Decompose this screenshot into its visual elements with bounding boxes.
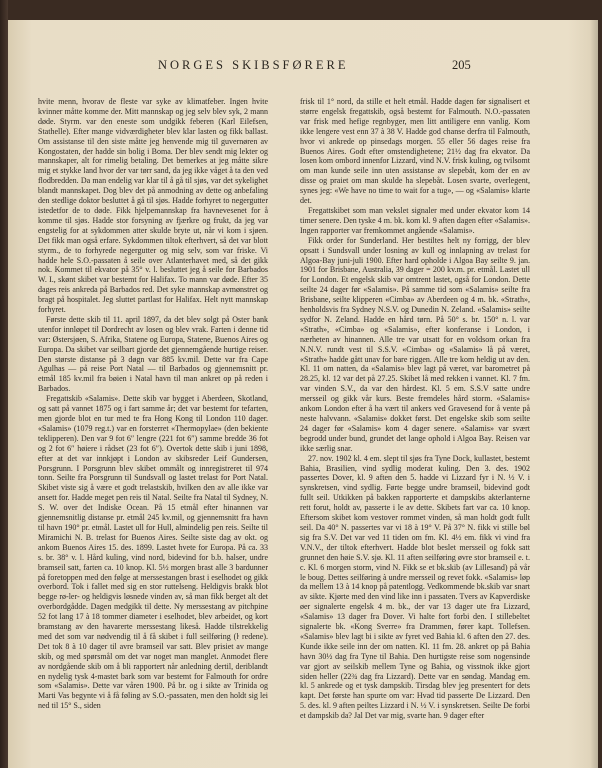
left-paragraph: Fregattskib «Salamis». Dette skib var bygget i Aberdeen, Skotland, og satt på vannet 1875 og i fart samme år; det var bestemt for tefarten, men gjorde blot en tur med te fra Hong Kong til London 110 dager. «Salamis» (1079 reg.t.) var en forsterret «Thermopylae» (den bekiente teklipperen). Den var 9 fot 6″ lengre (221 fot 6″) samme bredde 36 fot og 2 fot 6″ høiere i rådset (23 fot 6″). Overtok dette skib i juni 1898, efter at det var innkjøpt i London av skibsreder Leif Gundersen, Porsgrunn. I Porsgrunn blev skibet ommålt og innregistreret til 974 tonn. Seilte fra Porsgrunn til Sundsvall og lastet trelast for Port Natal. Skibet viste sig å være et godt trelastskib, hvilken den av alle ikke var ansett for. Hadde meget pen reis til Natal. Seilte fra Natal til Sydney, N. S. W. over det Indiske Ocean. På 15 etmål efter hinannen var gjennemsnitlig distanse pr. etmål 245 kv.mil, og gjennemsnitt fra havn til havn 190° pr. etmål. Lastet ull for Hull, almindelig pen reis. Seilte til Miramichi N. B. trelast for Buenos Aires. Seilte siste dag av okt. og ankom Buenos Aires 15. des. 1899. Lastet hvete for Europa. På ca. 33 s. br. 38° v. l. Hård kuling, vind nord, bidevind for b.b. halser, undre bramseil satt, farten ca. 10 knop. Kl. 5½ morgen brast alle 3 bardunner på foretoppen med den følge at merssestangen brast i eselhodet og gikk overbord. Tok i fallet med sig en stor ruttelseng. Heldigvis brakk blot begge rø-ler- og heldigvis løsnede vinden av, så man fikk berget alt det overbordgådde. Dagen medgikk til dette. Ny merssestang av pitchpine 52 fot lang 17 à 18 tommer diameter i eselhodet, blev arbeidet, og kort bramstang av den havarerte merssestang likeså. Hadde tilstrekkelig med det som var nødvendig til å få skibet i full seilføring (ŀ redene). Det tok 8 à 10 dager til avre bramseil var satt. Blev prisiet av mange skib, og med spørsmål om det var noget man manglet. Anmodet flere av nordgående skib om å bli rapportert når anledning dertil, deriblandt en nydelig tysk 4-mastet bark som var bestemt for Falmouth for ordre som «Salamis». Dette var våren 1900. På br. og i sikte av Trinida og Marti Vas begynte vi å få føling av S.O.-passaten, men den holdt sig lei ned til 15° S., siden [38, 394, 268, 711]
right-paragraph: Fregattskibet som man vekslet signaler med under ekvator kom 14 timer senere. Den tyske 4 m. bk. kom kl. 9 aften dagen efter «Salamis». Ingen rapporter var fremkommet angående «Salamis». [300, 205, 530, 235]
book-page [8, 20, 598, 768]
page-number: 205 [452, 58, 471, 72]
right-paragraph: frisk til 1° nord, da stille et helt etmål. Hadde dagen før signalisert et større engelsk fregattskib, også bestemt for Falmouth. N.O.-passaten var frisk med hefige regnbyger, men litt antiligere enn vanlig. Kom ikke lengere vest enn 37 à 38 V. Hadde god chanse derfra til Falmouth, hvor vi ankrede op pinsedags morgen. 55 eller 56 dages reise fra Buenos Aires. Godt efter omstendighetene; 21½ dag fra ekvator. Da losen kom ombord innenfor Lizzard, vind N.V. frisk kuling, og tvilsomt om man kunde seile inn uten assistanse av slepebåt, kom der en av disse og praiet om man skulde ha slepebåt. Losen svarte, overlegent, synes jeg: «We have no time to wait for a tug», — og «Salamis» klarte det. [300, 97, 530, 206]
book-spine [0, 0, 8, 768]
left-paragraph: Første dette skib til 11. april 1897, da det blev solgt på Oster bank utenfor innløpet til Dordrecht av losen og blev vrak. Farten i denne tid var: Østersjøen, S. Afrika, Statene og Europa, Statene, Buenos Aires og Europa. Da skibet var seilbart gjorde det gjennemgående hurtige reiser. Den største distanse på 3 døgn var 885 kv.mil. Dette var fra Cape Agulhas — på reise Port Natal — til Barbados og gjennemsnitt pr. etmål 185 kv.mil fra bøien i Natal havn til man ankret op på reden i Barbados. [38, 314, 268, 394]
left-column [38, 97, 268, 711]
left-paragraph: hvite menn, hvorav de fleste var syke av klimatfeber. Ingen hvite kvinner måtte komme der. Mitt mannskap og jeg selv blev syk, 2 mann døde. Styrm. var den eneste som undgikk feberen (Karl Eilefsen, Stathelle). Efter mange vidværdigheter blev klar lasten og fikk ballast. Om assistanse til den siste måtte jeg henvende mig til guvernøren av Kongostaten, der hadde sin bolig i Boma. Der blev sendt mig lekter og mannskaper, alt for rimelig betaling. Det bemerkes at jeg måtte sikre mig et stykke land hvor der var tørr sand, da jeg ikke våget å ta den ved flodbredden. Da man endelig var klar til å gå til sjøs, var det sykelighet blandt mannskapet. Dog blev det på anmodning av dette og anbefaling den stedlige doktor besluttet å gå til sjøs. Hadde forhyret to negergutter istedetfor de to døde. Fikk hjelpemannskap fra havnevesenet for å komme til sjøs. Hadde stor forsyning av fjærkre og frukt, da jeg var engstelig for at sykdommen atter skulde bryte ut, når vi kom i sjøen. Det fikk man også erfare. Sykdommen tiltok efterhvert, så det var blott styrm., de to forhyrede negergutter og mig selv, som var friske. Vi hadde hele S.O.-passaten å seile over Atlanterhavet med, så det gikk nok. Kommet til ekvator på 35° v. l. besluttet jeg å seile for Barbados W. I., skønt skibet var bestemt for Halifax. To mann var døde. Efter 35 dages reis ankreda på Barbados red. Det syke mannskap avmønstret og bragt på hospitalet. Jeg sluttet partlast for Halifax. Helt nytt mannskap forhyret. [38, 97, 268, 315]
running-head: NORGES SKIBSFØRERE [158, 58, 349, 72]
right-paragraph: 27. nov. 1902 kl. 4 em. slept til sjøs fra Tyne Dock, kullastet, bestemt Bahia, Brasilien, vind sydlig moderat kuling. Den 3. des. 1902 passertes Dover, kl. 9 aften den 5. hadde vi Lizzard fyr i N. ½ V. i synskretsen, vind sydlig. Førte begge undre bramseil, bidevind godt fullt seil. Utkikken på bakken rapporterte et dampskibs akterlanterne rett forut, holdt av, passerte i le av dette. Skibets fart var ca. 10 knop. Eftersom skibet kom vestover rommet vinden, så man holdt godt fullt seil. Da 40° N. passertes var vi 18 à 19° V. På 37° N. fikk vi stille bøl sig fra S.V. Det var ved 11 tiden om fm. Kl. 4½ em. fikk vi vind fra V.N.V., der tiltok efterhvert. Hadde blot beslet mersseil og fokk satt grunnet den høie S.V. sjø. Kl. 11 aften seilføring øvre stor bramseil e. t. c. Kl. 6 morgen storm, vind N. Fikk se et bk.skib (av Lillesand) på vår le boug. Dettes seilføring à undre mersseil og revet fokk. «Salamis» løp da mellem 13 à 14 knop på patentlogg. Vedkommende bk.skib var snart av sikte. Kjørte med den vind like inn i passaten. Tvers av Kapverdiske øer signalerte engelsk 4 m. bk., der var 13 dager ute fra Lizzard, «Salamis» 13 dager fra Dover. Vi halte fort forbi den. I stillebeltet signalerte bk. «Kong Sverre» fra Drammen, fører kapt. Tollefsen. «Salamis» blev lagt bi i sikte av fyret ved Bahia kl. 6 aften den 27. des. Kunde ikke seile inn der om natten. Kl. 11 fm. 28. ankret op på Bahia havn 30½ dag fra Tyne til Bahia. Den hurtigste reise som nogensinde var gjort av seilskib mellem Tyne og Bahia, og visstnok ikke gjort siden heller (22¾ dag fra Lizzard). Dette var en søndag. Mandag em. kl. 5 ankrede og et tysk dampskib. Tirsdag blev jeg presentert for dets kapt. Det første han spurte om var: Hvad tid passerte De Lizzard. Den 5. des. kl. 9 aften peiltes Lizzard i N. ½ V. i synskretsen. Seilte De forbi et dampskib da? Jal Det var mig, svarte han. 9 dager efter [300, 453, 530, 721]
right-column [300, 97, 530, 721]
page-edge-shadow [590, 20, 598, 768]
right-paragraph: Fikk order for Sunderland. Her bestiltes helt ny forrigg, der blev opsatt i Sundsvall under losning av kull og innlapning av trelast for Algoa-Bay juni-juli 1900. Efter hard opholde i Algoa Bay seilte 9. jan. 1901 for Brisbane, Australia, 39 dager = 200 kv.m. pr. etmål. Lastet ull for London. Et engelsk skib var omtrent lastet, også for London. Dette seilte 24 dager før «Salamis». På samme tid som «Salamis» seilte fra Brisbane, seilte klipperen «Cimba» av Aberdeen og 4 m. bk. «Strath», henholdsvis fra Sydney N.S.V. og Dunedin N. Zeland. «Salamis» seilte sydfor N. Zeland. Hadde en hård tørn. På 50° s. br. 150° n. l. var «Strath», «Cimba» og «Salamis», efter konferanse i London, i nærheten av hinannen. Alle tre var utsatt for en voldsom orkan fra N.N.V. rundt vest til S.S.V. «Cimba» og «Salamis» lå på været, «Strath» hadde gått unav for bare riggen. Alle tre kom heldig ut av den. Kl. 11 om natten, da «Salamis» blev lagt på været, var barometret på 28.25, kl. 12 var det på 27.25. Skibet lå med rekken i vannet. Kl. 7 fm. var vinden S.V., da var den hårdest. Kl. 5 em. S.S.V satte undre mersseil og gikk vår kurs. Beste fremdeles hård storm. «Salamis» ankom London efter å ha vært til ankers ved Gravesend for å vente på neste halvvann. «Salamis» dokket først. Det engelske skib som seilte 24 dager før «Salamis» kom 4 dager senere. «Salamis» var svært begrodd under bund, grundet det lange ophold i Algoa Bay. Reisen var ikke særlig snar. [300, 235, 530, 453]
page-header [8, 58, 598, 74]
